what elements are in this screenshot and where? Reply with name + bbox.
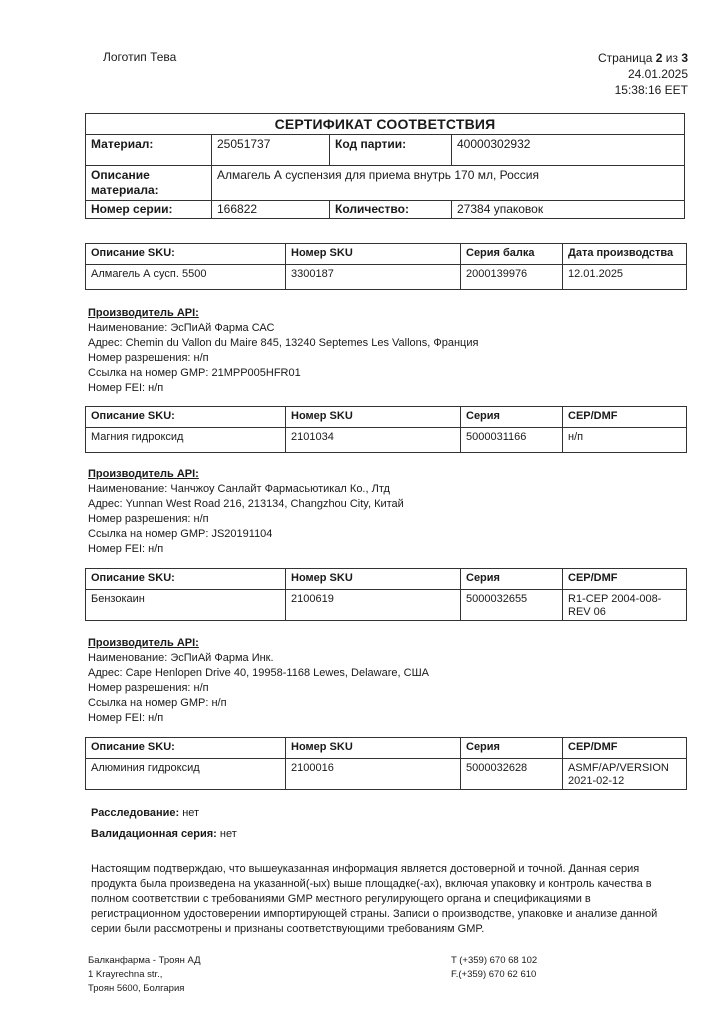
api-sku-table-2 bbox=[85, 568, 687, 621]
description-value: Алмагель А суспензия для приема внутрь 170 мл, Россия bbox=[217, 168, 539, 182]
product-sku-table bbox=[85, 243, 687, 290]
column-header: Серия балка bbox=[461, 244, 563, 264]
manufacturer-name: Наименование: ЭсПиАй Фарма Инк. bbox=[88, 652, 274, 664]
table-cell: Алмагель А сусп. 5500 bbox=[86, 265, 286, 289]
column-header: Описание SKU: bbox=[86, 569, 286, 589]
table-cell: Алюминия гидроксид bbox=[86, 759, 286, 789]
footer-fax: F.(+359) 670 62 610 bbox=[451, 969, 537, 980]
column-header: Номер SKU bbox=[286, 244, 461, 264]
table-row bbox=[86, 428, 686, 452]
column-header: Серия bbox=[461, 738, 563, 758]
table-cell: 2101034 bbox=[286, 428, 461, 452]
column-header: Описание SKU: bbox=[86, 244, 286, 264]
certificate-title: СЕРТИФИКАТ СООТВЕТСТВИЯ bbox=[86, 114, 684, 135]
batch-code-label: Код партии: bbox=[330, 135, 452, 165]
series-row bbox=[86, 201, 684, 218]
table-header-row bbox=[86, 738, 686, 759]
manufacturer-permit: Номер разрешения: н/п bbox=[88, 682, 209, 694]
table-cell: 2100016 bbox=[286, 759, 461, 789]
series-label: Номер серии: bbox=[86, 201, 212, 218]
certificate-table bbox=[85, 113, 685, 219]
document-date: 24.01.2025 bbox=[627, 67, 688, 81]
table-cell: 5000032655 bbox=[461, 590, 563, 620]
column-header: CEP/DMF bbox=[568, 572, 618, 584]
manufacturer-fei: Номер FEI: н/п bbox=[88, 382, 164, 394]
table-cell: 5000032628 bbox=[461, 759, 563, 789]
table-cell: Бензокаин bbox=[86, 590, 286, 620]
manufacturer-block-3 bbox=[88, 636, 429, 726]
column-header: Описание SKU: bbox=[86, 738, 286, 758]
description-row bbox=[86, 166, 684, 201]
column-header: CEP/DMF bbox=[568, 741, 618, 753]
manufacturer-title: Производитель API: bbox=[88, 307, 199, 319]
column-header: Серия bbox=[461, 407, 563, 427]
table-cell: 2000139976 bbox=[461, 265, 563, 289]
manufacturer-gmp: Ссылка на номер GMP: н/п bbox=[88, 697, 227, 709]
table-header-row bbox=[86, 569, 686, 590]
quantity-label: Количество: bbox=[330, 201, 452, 218]
page-info bbox=[598, 50, 688, 98]
footer-address: Балканфарма - Троян АД 1 Krayrechna str., Троян 5600, Болгария bbox=[88, 955, 201, 994]
column-header: Номер SKU bbox=[286, 738, 461, 758]
manufacturer-name: Наименование: Чанчжоу Санлайт Фармасьютикал Ко., Лтд bbox=[88, 483, 390, 495]
api-sku-table-1 bbox=[85, 406, 687, 453]
company-logo-placeholder: Логотип Тева bbox=[103, 50, 177, 64]
table-cell: 3300187 bbox=[286, 265, 461, 289]
table-cell: 12.01.2025 bbox=[568, 268, 624, 280]
table-cell: 2100619 bbox=[286, 590, 461, 620]
table-cell: R1-CEP 2004-008-REV 06 bbox=[568, 593, 662, 618]
investigation-line: Расследование: нет bbox=[91, 807, 200, 819]
series-value: 166822 bbox=[212, 201, 330, 218]
manufacturer-address: Адрес: Chemin du Vallon du Maire 845, 13240 Septemes Les Vallons, Франция bbox=[88, 337, 479, 349]
table-row bbox=[86, 265, 686, 289]
page-number: Страница 2 из 3 bbox=[598, 51, 688, 65]
manufacturer-title: Производитель API: bbox=[88, 468, 199, 480]
column-header: Описание SKU: bbox=[86, 407, 286, 427]
validation-series-line: Валидационная серия: нет bbox=[91, 828, 237, 840]
manufacturer-block-2 bbox=[88, 467, 404, 557]
manufacturer-fei: Номер FEI: н/п bbox=[88, 712, 164, 724]
manufacturer-address: Адрес: Cape Henlopen Drive 40, 19958-1168 Lewes, Delaware, США bbox=[88, 667, 429, 679]
table-row bbox=[86, 759, 686, 789]
column-header: Серия bbox=[461, 569, 563, 589]
material-row bbox=[86, 135, 684, 166]
document-time: 15:38:16 EET bbox=[614, 83, 688, 97]
manufacturer-name: Наименование: ЭсПиАй Фарма САС bbox=[88, 322, 275, 334]
column-header: Номер SKU bbox=[286, 407, 461, 427]
declaration-paragraph: Настоящим подтверждаю, что вышеуказанная информация является достоверной и точной. Данная серия продукта была произведена на указанной(-ых) выше площадке(-ах), включая упаковку и контроль качества в полном соответствии с требованиями GMP местного регулирующего органа и спецификациями в регистрационном удостоверении импортирующей страны. Записи о производстве, упаковке и анализе данной серии были рассмотрены и признаны соответствующими требованиям GMP. bbox=[91, 863, 658, 935]
manufacturer-block-1 bbox=[88, 306, 478, 396]
column-header: Дата производства bbox=[568, 247, 674, 259]
footer-phone: T (+359) 670 68 102 bbox=[451, 955, 538, 966]
manufacturer-permit: Номер разрешения: н/п bbox=[88, 352, 209, 364]
api-sku-table-3 bbox=[85, 737, 687, 790]
quantity-value: 27384 упаковок bbox=[457, 202, 544, 216]
manufacturer-gmp: Ссылка на номер GMP: 21MPP005HFR01 bbox=[88, 367, 301, 379]
footer-contacts bbox=[451, 954, 537, 982]
batch-code-value: 40000302932 bbox=[457, 137, 531, 151]
description-label: Описание материала: bbox=[86, 166, 212, 200]
table-header-row bbox=[86, 407, 686, 428]
manufacturer-gmp: Ссылка на номер GMP: JS20191104 bbox=[88, 528, 273, 540]
table-cell: ASMF/AP/VERSION 2021-02-12 bbox=[568, 762, 669, 787]
table-header-row bbox=[86, 244, 686, 265]
table-row bbox=[86, 590, 686, 620]
table-cell: 5000031166 bbox=[461, 428, 563, 452]
material-label: Материал: bbox=[86, 135, 212, 165]
material-value: 25051737 bbox=[212, 135, 330, 165]
manufacturer-fei: Номер FEI: н/п bbox=[88, 543, 164, 555]
table-cell: Магния гидроксид bbox=[86, 428, 286, 452]
table-cell: н/п bbox=[568, 431, 584, 443]
column-header: CEP/DMF bbox=[568, 410, 618, 422]
manufacturer-permit: Номер разрешения: н/п bbox=[88, 513, 209, 525]
manufacturer-address: Адрес: Yunnan West Road 216, 213134, Changzhou City, Китай bbox=[88, 498, 404, 510]
manufacturer-title: Производитель API: bbox=[88, 637, 199, 649]
column-header: Номер SKU bbox=[286, 569, 461, 589]
